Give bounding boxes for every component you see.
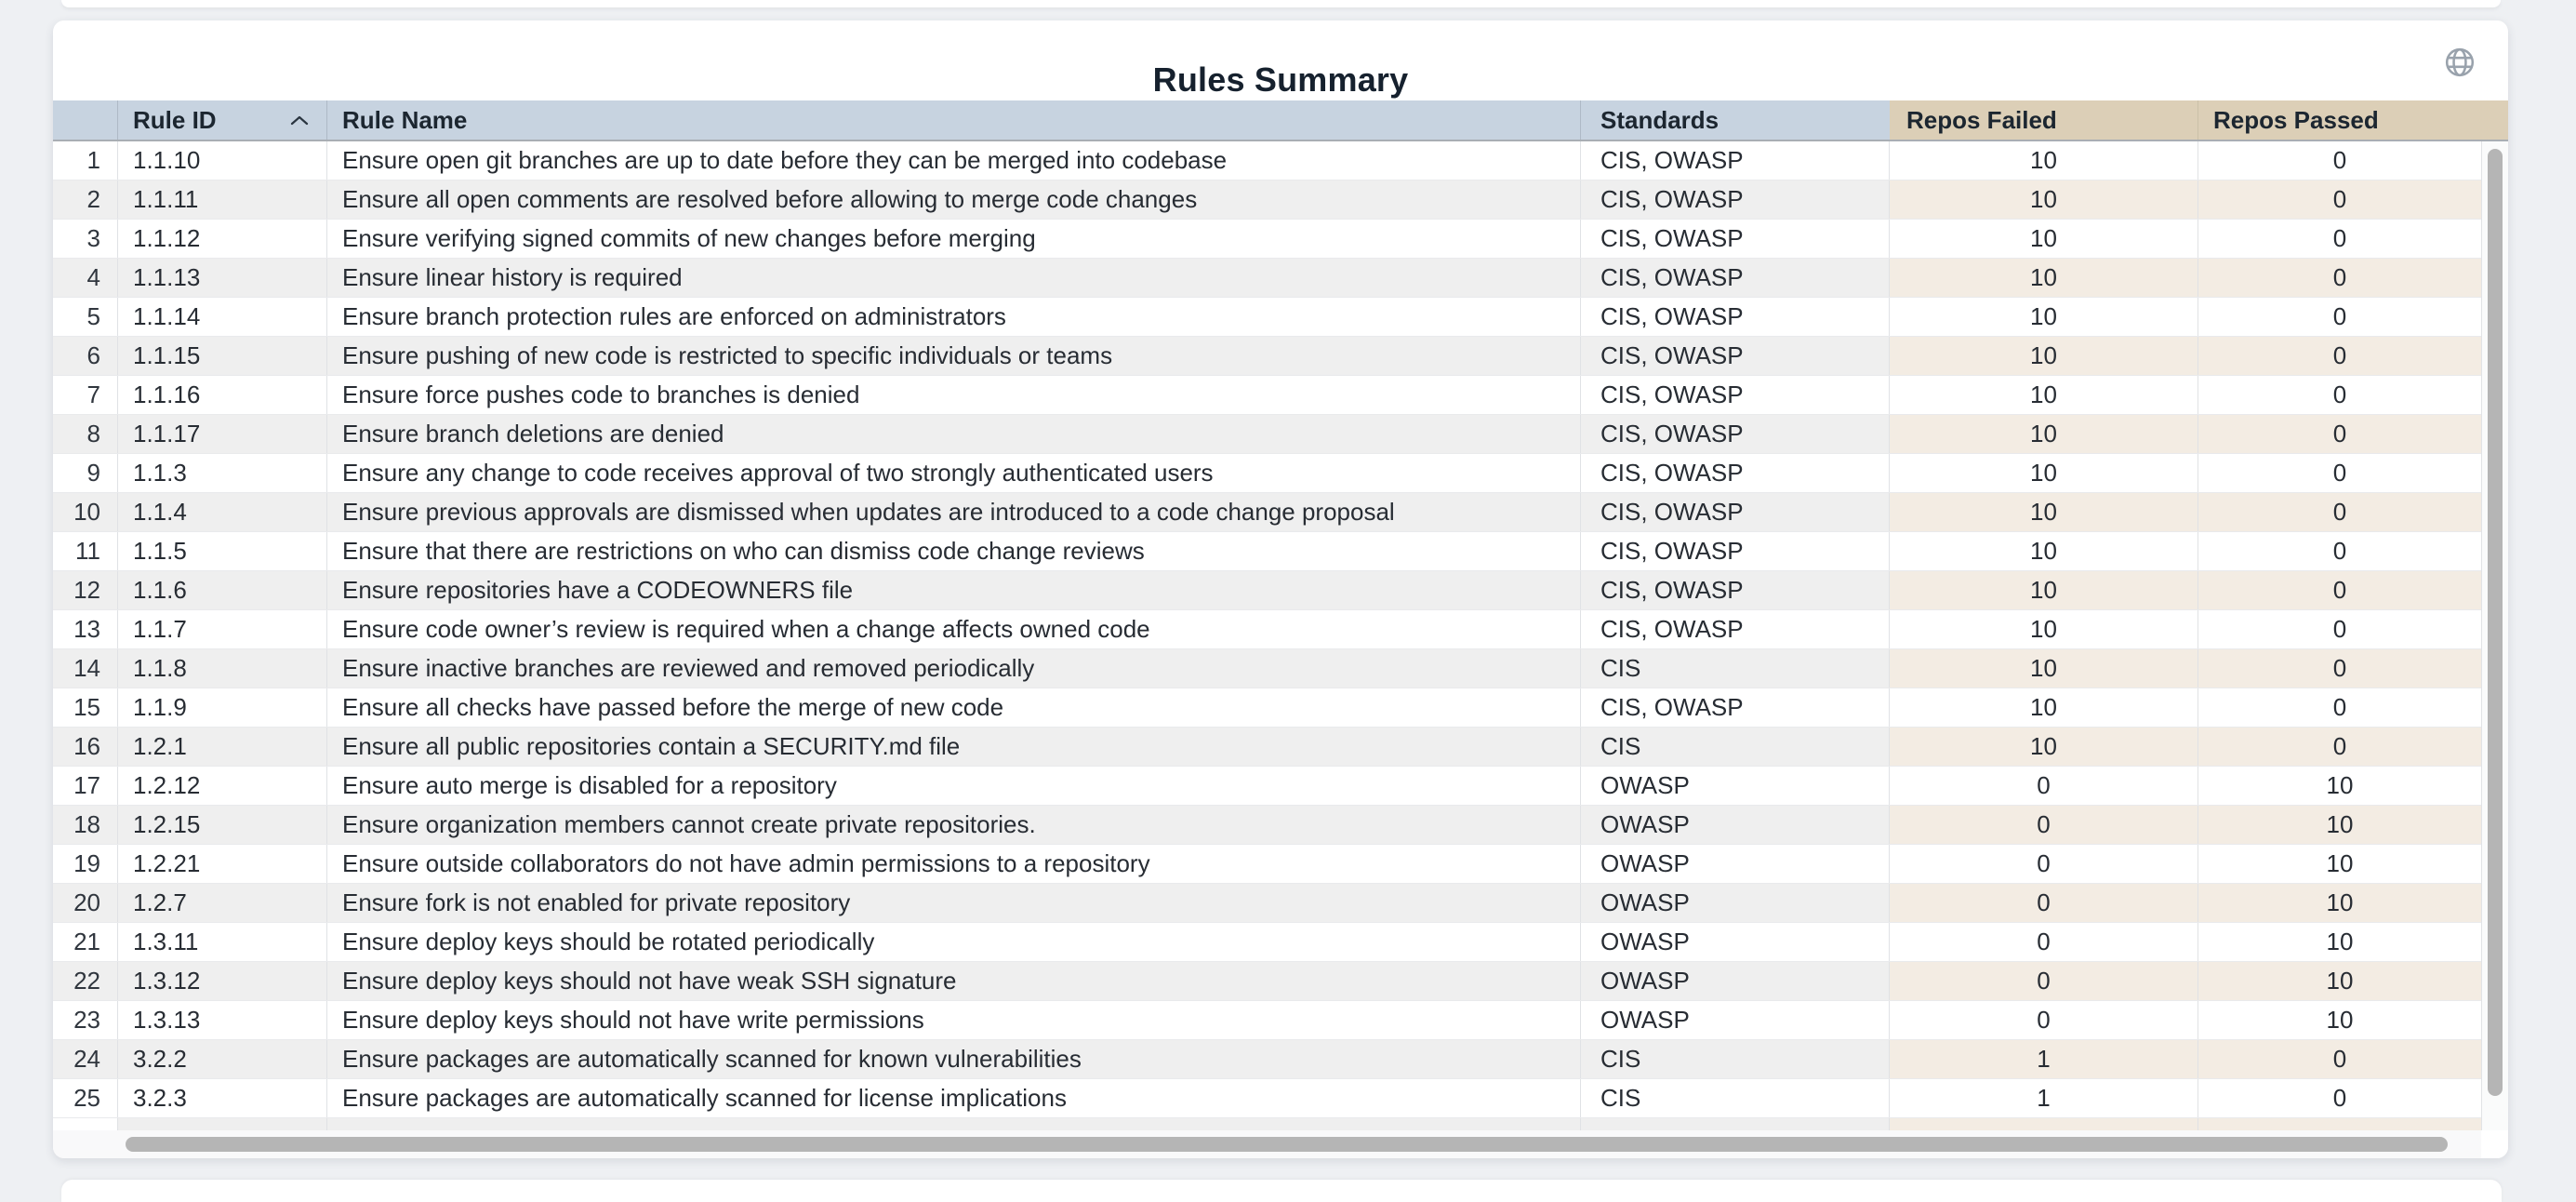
header-cell-row-number — [53, 100, 118, 140]
rule-name-cell: Ensure all open comments are resolved before allowing to merge code changes — [327, 180, 1581, 219]
repos-failed-cell: 10 — [1890, 532, 2198, 570]
standards-cell: OWASP — [1581, 767, 1890, 805]
repos-failed-cell: 10 — [1890, 376, 2198, 414]
table-row — [53, 610, 2481, 649]
repos-failed-cell: 0 — [1890, 767, 2198, 805]
repos-passed-cell: 10 — [2198, 884, 2481, 922]
partial-cell — [2198, 1118, 2481, 1130]
repos-passed-cell: 10 — [2198, 806, 2481, 844]
repos-passed-cell: 0 — [2198, 1040, 2481, 1078]
row-number-cell: 10 — [53, 493, 118, 531]
rule-name-cell: Ensure auto merge is disabled for a repository — [327, 767, 1581, 805]
horizontal-scrollbar[interactable] — [53, 1130, 2481, 1158]
repos-failed-cell: 0 — [1890, 806, 2198, 844]
header-cell-rule-id[interactable] — [118, 100, 327, 140]
row-number-cell: 16 — [53, 728, 118, 766]
table-row — [53, 649, 2481, 688]
row-number-cell: 20 — [53, 884, 118, 922]
card-below-top-edge — [61, 1180, 2502, 1202]
rule-name-cell: Ensure that there are restrictions on who can dismiss code change reviews — [327, 532, 1581, 570]
vertical-scrollbar[interactable] — [2481, 141, 2508, 1130]
rule-id-cell: 1.3.12 — [118, 962, 327, 1000]
repos-failed-cell: 1 — [1890, 1079, 2198, 1117]
table-row — [53, 220, 2481, 259]
rule-name-cell: Ensure repositories have a CODEOWNERS file — [327, 571, 1581, 609]
header-label-rule-name: Rule Name — [342, 105, 468, 134]
rule-id-cell: 1.1.13 — [118, 259, 327, 297]
repos-passed-cell: 0 — [2198, 649, 2481, 688]
header-scrollbar-gutter — [2481, 100, 2508, 140]
standards-cell: CIS, OWASP — [1581, 610, 1890, 648]
table-row — [53, 688, 2481, 728]
table-row — [53, 493, 2481, 532]
repos-passed-cell: 0 — [2332, 146, 2347, 174]
row-number-cell: 7 — [53, 376, 118, 414]
repos-passed-cell: 0 — [2332, 459, 2347, 487]
table-row — [53, 298, 2481, 337]
repos-passed-cell: 10 — [2326, 1006, 2354, 1034]
rule-name-cell: Ensure fork is not enabled for private repository — [327, 884, 1581, 922]
table-row — [53, 376, 2481, 415]
repos-passed-cell: 0 — [2332, 302, 2347, 330]
rule-name-cell: Ensure branch deletions are denied — [327, 415, 1581, 453]
table-row — [53, 728, 2481, 767]
rule-id-cell: 1.2.12 — [118, 767, 327, 805]
standards-cell: CIS, OWASP — [1581, 454, 1890, 492]
repos-passed-cell: 10 — [2326, 928, 2354, 955]
header-cell-repos-failed[interactable] — [1890, 100, 2198, 140]
standards-cell: OWASP — [1581, 845, 1890, 883]
table-row — [53, 962, 2481, 1001]
repos-passed-cell: 10 — [2198, 962, 2481, 1000]
row-number-cell: 4 — [53, 259, 118, 297]
row-number-cell: 8 — [53, 415, 118, 453]
page-title: Rules Summary — [1152, 60, 1409, 99]
rule-name-cell: Ensure organization members cannot create private repositories. — [327, 806, 1581, 844]
standards-cell: CIS, OWASP — [1581, 180, 1890, 219]
rule-name-cell: Ensure previous approvals are dismissed when updates are introduced to a code change proposal — [327, 493, 1581, 531]
header-label-repos-failed: Repos Failed — [1906, 105, 2057, 134]
repos-failed-cell: 1 — [1890, 1040, 2198, 1078]
table-body — [53, 141, 2481, 1118]
standards-cell: OWASP — [1581, 962, 1890, 1000]
rule-name-cell: Ensure pushing of new code is restricted to specific individuals or teams — [327, 337, 1581, 375]
scrollbar-corner — [2481, 1130, 2508, 1158]
rule-id-cell: 1.1.17 — [118, 415, 327, 453]
repos-passed-cell: 0 — [2332, 224, 2347, 252]
repos-failed-cell: 10 — [1890, 610, 2198, 648]
repos-passed-cell: 0 — [2332, 615, 2347, 643]
rule-id-cell: 1.2.7 — [118, 884, 327, 922]
rule-id-cell: 1.2.1 — [118, 728, 327, 766]
row-number-cell: 24 — [53, 1040, 118, 1078]
repos-failed-cell: 10 — [1890, 649, 2198, 688]
rule-name-cell: Ensure code owner’s review is required when a change affects owned code — [327, 610, 1581, 648]
row-number-cell: 22 — [53, 962, 118, 1000]
rule-name-cell: Ensure inactive branches are reviewed and removed periodically — [327, 649, 1581, 688]
standards-cell: CIS, OWASP — [1581, 141, 1890, 180]
table-row — [53, 415, 2481, 454]
repos-passed-cell: 0 — [2198, 259, 2481, 297]
header-label-repos-passed: Repos Passed — [2213, 105, 2379, 134]
rule-name-cell: Ensure deploy keys should be rotated periodically — [327, 923, 1581, 961]
rule-id-cell: 1.1.8 — [118, 649, 327, 688]
rule-id-cell: 3.2.3 — [118, 1079, 327, 1117]
horizontal-scrollbar-thumb[interactable] — [126, 1137, 2448, 1152]
standards-cell: OWASP — [1581, 1001, 1890, 1039]
vertical-scrollbar-thumb[interactable] — [2488, 149, 2503, 1096]
rule-id-cell: 1.1.4 — [118, 493, 327, 531]
standards-cell: OWASP — [1581, 923, 1890, 961]
row-number-cell: 3 — [53, 220, 118, 258]
row-number-cell: 17 — [53, 767, 118, 805]
globe-icon — [2443, 46, 2476, 79]
repos-passed-cell: 0 — [2332, 381, 2347, 408]
repos-failed-cell: 10 — [1890, 688, 2198, 727]
rule-name-cell: Ensure deploy keys should not have write permissions — [327, 1001, 1581, 1039]
partial-cell — [118, 1118, 327, 1130]
row-number-cell: 5 — [53, 298, 118, 336]
table-row — [53, 845, 2481, 884]
repos-passed-cell: 10 — [2326, 771, 2354, 799]
partial-cell — [53, 1118, 118, 1130]
rules-summary-card — [53, 20, 2508, 1158]
standards-cell: CIS, OWASP — [1581, 298, 1890, 336]
table-row — [53, 571, 2481, 610]
partial-cell — [1581, 1118, 1890, 1130]
repos-passed-cell: 0 — [2198, 337, 2481, 375]
rule-name-cell: Ensure any change to code receives approval of two strongly authenticated users — [327, 454, 1581, 492]
table-row — [53, 1001, 2481, 1040]
table-row — [53, 454, 2481, 493]
row-number-cell: 19 — [53, 845, 118, 883]
repos-failed-cell: 0 — [1890, 1001, 2198, 1039]
table-header — [53, 100, 2508, 141]
repos-passed-cell: 0 — [2198, 728, 2481, 766]
repos-failed-cell: 10 — [1890, 728, 2198, 766]
repos-passed-cell: 10 — [2326, 849, 2354, 877]
repos-failed-cell: 10 — [1890, 259, 2198, 297]
repos-passed-cell: 0 — [2198, 493, 2481, 531]
repos-failed-cell: 10 — [1890, 415, 2198, 453]
rule-id-cell: 1.1.12 — [118, 220, 327, 258]
partial-cell — [327, 1118, 1581, 1130]
table-row — [53, 884, 2481, 923]
standards-cell: OWASP — [1581, 884, 1890, 922]
repos-passed-cell: 0 — [2332, 1084, 2347, 1112]
table-row — [53, 1079, 2481, 1118]
row-number-cell: 14 — [53, 649, 118, 688]
standards-cell: CIS, OWASP — [1581, 376, 1890, 414]
standards-cell: CIS, OWASP — [1581, 220, 1890, 258]
rule-id-cell: 1.1.9 — [118, 688, 327, 727]
repos-failed-cell: 10 — [1890, 571, 2198, 609]
table-row — [53, 259, 2481, 298]
repos-passed-cell: 0 — [2332, 537, 2347, 565]
table-row — [53, 141, 2481, 180]
repos-failed-cell: 0 — [1890, 962, 2198, 1000]
repos-failed-cell: 10 — [1890, 454, 2198, 492]
standards-cell: CIS, OWASP — [1581, 259, 1890, 297]
table-row — [53, 532, 2481, 571]
table-row — [53, 337, 2481, 376]
standards-cell: CIS — [1581, 649, 1890, 688]
table-row — [53, 180, 2481, 220]
repos-passed-cell: 0 — [2198, 415, 2481, 453]
rule-id-cell: 3.2.2 — [118, 1040, 327, 1078]
rule-name-cell: Ensure force pushes code to branches is denied — [327, 376, 1581, 414]
header-label-rule-id: Rule ID — [133, 105, 217, 134]
repos-failed-cell: 10 — [1890, 493, 2198, 531]
repos-failed-cell: 10 — [1890, 141, 2198, 180]
repos-passed-cell: 0 — [2198, 571, 2481, 609]
rule-id-cell: 1.1.15 — [118, 337, 327, 375]
rule-id-cell: 1.2.21 — [118, 845, 327, 883]
header-label-standards: Standards — [1600, 105, 1720, 134]
row-number-cell: 2 — [53, 180, 118, 219]
row-number-cell: 12 — [53, 571, 118, 609]
repos-failed-cell: 10 — [1890, 220, 2198, 258]
rule-id-cell: 1.1.6 — [118, 571, 327, 609]
standards-cell: CIS, OWASP — [1581, 415, 1890, 453]
rule-name-cell: Ensure branch protection rules are enforced on administrators — [327, 298, 1581, 336]
rule-name-cell: Ensure all public repositories contain a SECURITY.md file — [327, 728, 1581, 766]
repos-failed-cell: 10 — [1890, 180, 2198, 219]
repos-failed-cell: 0 — [1890, 884, 2198, 922]
standards-cell: CIS — [1581, 1079, 1890, 1117]
rule-id-cell: 1.2.15 — [118, 806, 327, 844]
row-number-cell: 23 — [53, 1001, 118, 1039]
row-number-cell: 1 — [53, 141, 118, 180]
rule-name-cell: Ensure all checks have passed before the merge of new code — [327, 688, 1581, 727]
row-number-cell: 21 — [53, 923, 118, 961]
table-row — [53, 923, 2481, 962]
row-number-cell: 9 — [53, 454, 118, 492]
row-number-cell: 25 — [53, 1079, 118, 1117]
row-number-cell: 11 — [53, 532, 118, 570]
standards-cell: CIS, OWASP — [1581, 337, 1890, 375]
repos-passed-cell: 0 — [2198, 180, 2481, 219]
rule-name-cell: Ensure deploy keys should not have weak SSH signature — [327, 962, 1581, 1000]
repos-failed-cell: 0 — [1890, 845, 2198, 883]
row-number-cell: 6 — [53, 337, 118, 375]
rule-id-cell: 1.1.10 — [118, 141, 327, 180]
rule-name-cell: Ensure open git branches are up to date before they can be merged into codebase — [327, 141, 1581, 180]
standards-cell: CIS, OWASP — [1581, 532, 1890, 570]
repos-failed-cell: 10 — [1890, 298, 2198, 336]
row-number-cell: 13 — [53, 610, 118, 648]
rule-id-cell: 1.1.3 — [118, 454, 327, 492]
rule-id-cell: 1.1.16 — [118, 376, 327, 414]
partial-cell — [1890, 1118, 2198, 1130]
rule-name-cell: Ensure packages are automatically scanned for license implications — [327, 1079, 1581, 1117]
card-above-bottom-edge — [61, 0, 2501, 7]
rule-name-cell: Ensure outside collaborators do not have admin permissions to a repository — [327, 845, 1581, 883]
partial-clipped-row — [53, 1118, 2481, 1130]
repos-failed-cell: 10 — [1890, 337, 2198, 375]
repos-failed-cell: 0 — [1890, 923, 2198, 961]
row-number-cell: 18 — [53, 806, 118, 844]
standards-cell: CIS — [1581, 728, 1890, 766]
standards-cell: OWASP — [1581, 806, 1890, 844]
rule-id-cell: 1.1.11 — [118, 180, 327, 219]
table-row — [53, 767, 2481, 806]
rule-id-cell: 1.3.13 — [118, 1001, 327, 1039]
header-cell-standards[interactable] — [1581, 100, 1890, 140]
rule-id-cell: 1.1.5 — [118, 532, 327, 570]
repos-passed-cell: 0 — [2332, 693, 2347, 721]
table-row — [53, 806, 2481, 845]
rule-id-cell: 1.1.7 — [118, 610, 327, 648]
standards-cell: CIS, OWASP — [1581, 688, 1890, 727]
rule-id-cell: 1.3.11 — [118, 923, 327, 961]
globe-button[interactable] — [2439, 42, 2480, 83]
table-row — [53, 1040, 2481, 1079]
row-number-cell: 15 — [53, 688, 118, 727]
rule-name-cell: Ensure packages are automatically scanned for known vulnerabilities — [327, 1040, 1581, 1078]
standards-cell: CIS, OWASP — [1581, 493, 1890, 531]
standards-cell: CIS — [1581, 1040, 1890, 1078]
rule-name-cell: Ensure verifying signed commits of new changes before merging — [327, 220, 1581, 258]
header-cell-repos-passed[interactable] — [2198, 100, 2481, 140]
sort-ascending-icon — [289, 114, 310, 127]
rule-name-cell: Ensure linear history is required — [327, 259, 1581, 297]
rule-id-cell: 1.1.14 — [118, 298, 327, 336]
header-cell-rule-name[interactable] — [327, 100, 1581, 140]
standards-cell: CIS, OWASP — [1581, 571, 1890, 609]
